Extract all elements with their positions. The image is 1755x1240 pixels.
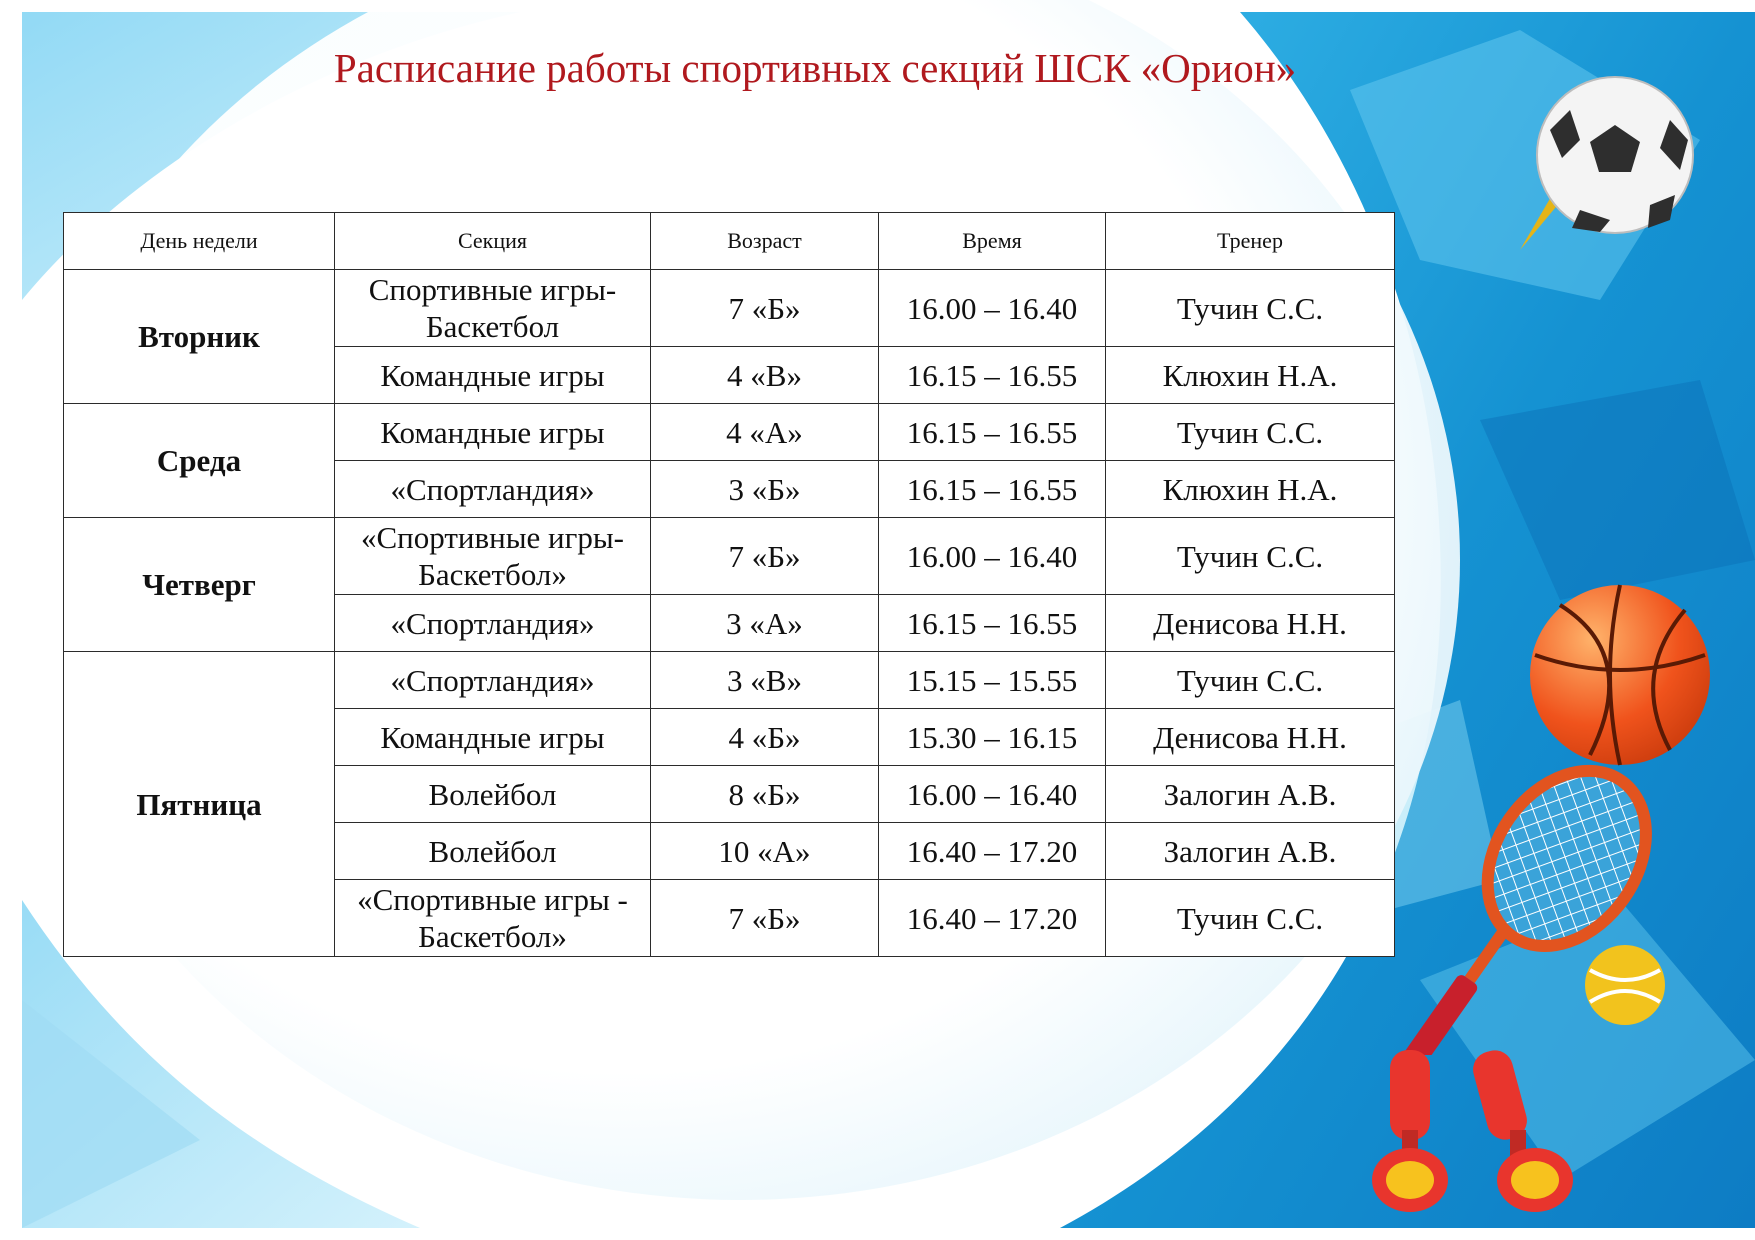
section-cell: Командные игры	[335, 404, 651, 461]
schedule-table	[63, 212, 1395, 957]
section-cell: «Спортландия»	[335, 595, 651, 652]
table-header-row	[64, 213, 1395, 270]
day-cell: Среда	[64, 404, 335, 518]
age-cell: 3 «А»	[651, 595, 879, 652]
header-time: Время	[879, 213, 1106, 270]
section-cell: «Спортландия»	[335, 461, 651, 518]
time-cell: 16.15 – 16.55	[879, 347, 1106, 404]
day-cell: Четверг	[64, 518, 335, 652]
age-cell: 4 «В»	[651, 347, 879, 404]
coach-cell: Клюхин Н.А.	[1106, 347, 1395, 404]
coach-cell: Денисова Н.Н.	[1106, 595, 1395, 652]
header-coach: Тренер	[1106, 213, 1395, 270]
time-cell: 15.15 – 15.55	[879, 652, 1106, 709]
section-cell: Спортивные игры-Баскетбол	[335, 270, 651, 347]
table-row	[64, 518, 1395, 595]
basketball-icon	[1520, 575, 1720, 775]
table-row	[64, 652, 1395, 709]
age-cell: 3 «Б»	[651, 461, 879, 518]
time-cell: 16.15 – 16.55	[879, 595, 1106, 652]
time-cell: 15.30 – 16.15	[879, 709, 1106, 766]
age-cell: 10 «А»	[651, 823, 879, 880]
coach-cell: Тучин С.С.	[1106, 652, 1395, 709]
section-cell: «Спортивные игры-Баскетбол»	[335, 518, 651, 595]
time-cell: 16.15 – 16.55	[879, 404, 1106, 461]
age-cell: 4 «Б»	[651, 709, 879, 766]
time-cell: 16.00 – 16.40	[879, 270, 1106, 347]
coach-cell: Залогин А.В.	[1106, 766, 1395, 823]
age-cell: 7 «Б»	[651, 518, 879, 595]
coach-cell: Тучин С.С.	[1106, 880, 1395, 957]
coach-cell: Тучин С.С.	[1106, 270, 1395, 347]
table-row	[64, 404, 1395, 461]
time-cell: 16.40 – 17.20	[879, 880, 1106, 957]
age-cell: 4 «А»	[651, 404, 879, 461]
coach-cell: Тучин С.С.	[1106, 518, 1395, 595]
section-cell: Волейбол	[335, 823, 651, 880]
soccer-ball-icon	[1500, 70, 1700, 270]
section-cell: Командные игры	[335, 709, 651, 766]
section-cell: «Спортивные игры - Баскетбол»	[335, 880, 651, 957]
time-cell: 16.40 – 17.20	[879, 823, 1106, 880]
coach-cell: Клюхин Н.А.	[1106, 461, 1395, 518]
page-title: Расписание работы спортивных секций ШСК «Орион»	[333, 45, 1297, 91]
time-cell: 16.00 – 16.40	[879, 766, 1106, 823]
table-row	[64, 270, 1395, 347]
coach-cell: Тучин С.С.	[1106, 404, 1395, 461]
day-cell: Вторник	[64, 270, 335, 404]
section-cell: Командные игры	[335, 347, 651, 404]
time-cell: 16.15 – 16.55	[879, 461, 1106, 518]
age-cell: 7 «Б»	[651, 880, 879, 957]
header-age: Возраст	[651, 213, 879, 270]
time-cell: 16.00 – 16.40	[879, 518, 1106, 595]
dumbbells-icon	[1360, 1030, 1620, 1220]
header-section: Секция	[335, 213, 651, 270]
section-cell: «Спортландия»	[335, 652, 651, 709]
header-day: День недели	[64, 213, 335, 270]
age-cell: 7 «Б»	[651, 270, 879, 347]
age-cell: 8 «Б»	[651, 766, 879, 823]
tennis-ball-icon	[1580, 940, 1670, 1030]
day-cell: Пятница	[64, 652, 335, 957]
age-cell: 3 «В»	[651, 652, 879, 709]
coach-cell: Залогин А.В.	[1106, 823, 1395, 880]
coach-cell: Денисова Н.Н.	[1106, 709, 1395, 766]
section-cell: Волейбол	[335, 766, 651, 823]
